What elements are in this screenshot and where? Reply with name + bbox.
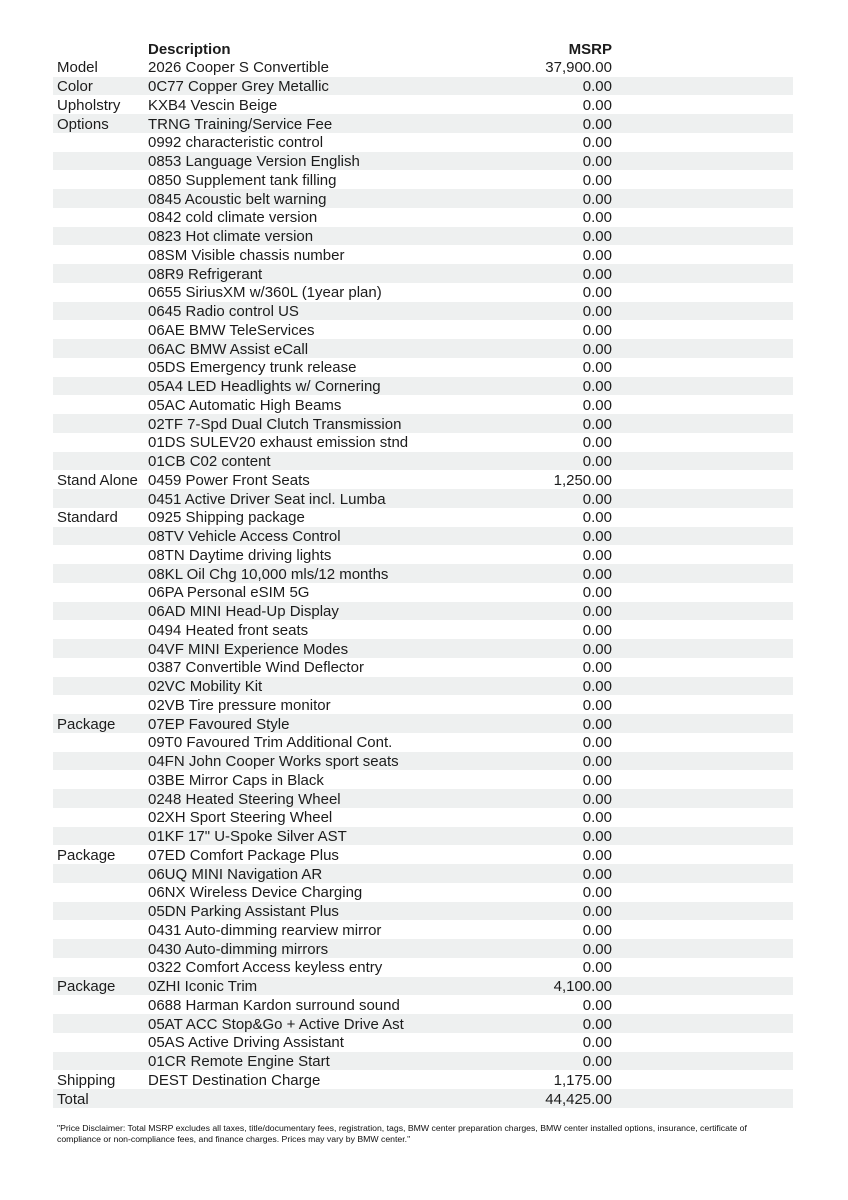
row-msrp: 0.00 xyxy=(582,584,612,602)
row-msrp: 0.00 xyxy=(582,659,612,677)
row-msrp: 0.00 xyxy=(582,621,612,639)
row-msrp: 0.00 xyxy=(582,753,612,770)
row-msrp: 0.00 xyxy=(582,828,612,845)
row-description: 05A4 LED Headlights w/ Cornering xyxy=(148,378,381,395)
table-row xyxy=(53,845,793,864)
row-category: Package xyxy=(57,715,116,733)
table-row xyxy=(53,658,793,677)
row-description: 06PA Personal eSIM 5G xyxy=(148,584,310,602)
table-row xyxy=(53,939,793,958)
table-row xyxy=(53,920,793,939)
row-description: 04FN John Cooper Works sport seats xyxy=(148,753,399,770)
row-msrp: 0.00 xyxy=(582,396,612,414)
row-msrp: 0.00 xyxy=(582,996,612,1014)
row-msrp: 0.00 xyxy=(582,78,612,95)
table-row xyxy=(53,677,793,696)
table-row xyxy=(53,320,793,339)
table-row xyxy=(53,452,793,471)
table-row xyxy=(53,189,793,208)
table-row xyxy=(53,133,793,152)
row-description: 0431 Auto-dimming rearview mirror xyxy=(148,921,382,939)
row-description: 0ZHI Iconic Trim xyxy=(148,978,258,995)
row-category: Total xyxy=(57,1090,89,1108)
row-description: 0655 SiriusXM w/360L (1year plan) xyxy=(148,284,382,302)
row-description: 0845 Acoustic belt warning xyxy=(148,190,327,208)
table-row xyxy=(53,564,793,583)
table-row xyxy=(53,770,793,789)
row-description: 05AT ACC Stop&Go + Active Drive Ast xyxy=(148,1015,404,1033)
table-row xyxy=(53,302,793,321)
table-row xyxy=(53,377,793,396)
row-msrp: 0.00 xyxy=(582,903,612,920)
row-msrp: 0.00 xyxy=(582,1034,612,1052)
row-description: 0925 Shipping package xyxy=(148,509,305,527)
row-msrp: 0.00 xyxy=(582,884,612,902)
table-row xyxy=(53,508,793,527)
row-description: 09T0 Favoured Trim Additional Cont. xyxy=(148,734,393,752)
row-msrp: 0.00 xyxy=(582,790,612,808)
row-msrp: 0.00 xyxy=(582,190,612,208)
row-description: 01KF 17" U-Spoke Silver AST xyxy=(148,828,347,845)
row-description: 01CR Remote Engine Start xyxy=(148,1053,330,1070)
row-category: Color xyxy=(57,78,93,95)
table-row xyxy=(53,264,793,283)
table-row xyxy=(53,864,793,883)
table-row xyxy=(53,995,793,1014)
row-description: 0C77 Copper Grey Metallic xyxy=(148,78,329,95)
table-row xyxy=(53,958,793,977)
row-description: 03BE Mirror Caps in Black xyxy=(148,771,324,789)
row-description: 02VC Mobility Kit xyxy=(148,678,263,695)
row-description: KXB4 Vescin Beige xyxy=(148,96,278,114)
table-row xyxy=(53,114,793,133)
table-row xyxy=(53,1089,793,1108)
pricing-table xyxy=(53,39,793,1108)
table-row xyxy=(53,1052,793,1071)
row-description: 01CB C02 content xyxy=(148,453,271,470)
table-row xyxy=(53,808,793,827)
row-msrp: 0.00 xyxy=(582,940,612,958)
table-row xyxy=(53,170,793,189)
table-row xyxy=(53,695,793,714)
row-msrp: 0.00 xyxy=(582,509,612,527)
row-msrp: 0.00 xyxy=(582,846,612,864)
row-msrp: 0.00 xyxy=(582,303,612,320)
row-category: Package xyxy=(57,978,116,995)
row-msrp: 4,100.00 xyxy=(553,978,612,995)
row-msrp: 0.00 xyxy=(582,453,612,470)
table-row xyxy=(53,827,793,846)
table-row xyxy=(53,977,793,996)
row-description: 0494 Heated front seats xyxy=(148,621,309,639)
row-description: 02VB Tire pressure monitor xyxy=(148,696,331,714)
row-description: 06UQ MINI Navigation AR xyxy=(148,865,323,883)
row-msrp: 0.00 xyxy=(582,771,612,789)
row-description: 05AS Active Driving Assistant xyxy=(148,1034,344,1052)
row-description: 05DN Parking Assistant Plus xyxy=(148,903,339,920)
row-description: 08SM Visible chassis number xyxy=(148,246,345,264)
row-msrp: 0.00 xyxy=(582,715,612,733)
row-msrp: 0.00 xyxy=(582,115,612,133)
row-msrp: 0.00 xyxy=(582,865,612,883)
row-msrp: 0.00 xyxy=(582,546,612,564)
row-msrp: 0.00 xyxy=(582,246,612,264)
row-category: Stand Alone xyxy=(57,471,138,489)
row-category: Shipping xyxy=(57,1071,116,1089)
row-category: Standard xyxy=(57,509,118,527)
row-msrp: 0.00 xyxy=(582,1015,612,1033)
table-row xyxy=(53,1070,793,1089)
table-row xyxy=(53,902,793,921)
table-row xyxy=(53,789,793,808)
row-msrp: 0.00 xyxy=(582,678,612,695)
row-msrp: 0.00 xyxy=(582,490,612,508)
header-msrp-label: MSRP xyxy=(568,40,612,58)
row-description: 06NX Wireless Device Charging xyxy=(148,884,363,902)
row-description: 07ED Comfort Package Plus xyxy=(148,846,339,864)
table-row xyxy=(53,639,793,658)
table-row xyxy=(53,489,793,508)
row-description: 0322 Comfort Access keyless entry xyxy=(148,959,383,977)
row-description: 08KL Oil Chg 10,000 mls/12 months xyxy=(148,565,389,583)
row-description: TRNG Training/Service Fee xyxy=(148,115,333,133)
row-description: 0248 Heated Steering Wheel xyxy=(148,790,341,808)
table-row xyxy=(53,208,793,227)
row-msrp: 37,900.00 xyxy=(545,59,612,77)
row-description: 06AC BMW Assist eCall xyxy=(148,340,309,358)
table-row xyxy=(53,339,793,358)
row-category: Options xyxy=(57,115,109,133)
row-description: 0451 Active Driver Seat incl. Lumba xyxy=(148,490,386,508)
row-description: 06AD MINI Head-Up Display xyxy=(148,603,339,620)
row-msrp: 1,250.00 xyxy=(553,471,612,489)
row-description: 01DS SULEV20 exhaust emission stnd xyxy=(148,434,409,452)
row-description: 06AE BMW TeleServices xyxy=(148,321,315,339)
row-description: 0645 Radio control US xyxy=(148,303,299,320)
row-msrp: 0.00 xyxy=(582,640,612,658)
row-msrp: 0.00 xyxy=(582,265,612,283)
row-description: 0992 characteristic control xyxy=(148,134,324,152)
row-msrp: 0.00 xyxy=(582,696,612,714)
table-row xyxy=(53,620,793,639)
row-description: 0688 Harman Kardon surround sound xyxy=(148,996,400,1014)
row-description: 05AC Automatic High Beams xyxy=(148,396,342,414)
row-description: 08R9 Refrigerant xyxy=(148,265,263,283)
row-description: 0387 Convertible Wind Deflector xyxy=(148,659,364,677)
row-msrp: 0.00 xyxy=(582,171,612,189)
table-row xyxy=(53,152,793,171)
row-msrp: 0.00 xyxy=(582,228,612,245)
row-description: 02XH Sport Steering Wheel xyxy=(148,809,333,827)
table-row xyxy=(53,470,793,489)
table-row xyxy=(53,433,793,452)
table-row xyxy=(53,752,793,771)
price-disclaimer-text: "Price Disclaimer: Total MSRP excludes all taxes, title/documentary fees, registration, tags, BMW center preparation charges, BMW center installed options, insurance, certificate of compliance or non-compliance fees, and finance charges. Prices may vary by BMW center." xyxy=(57,1123,747,1145)
pricing-table-body xyxy=(53,58,793,1108)
table-row xyxy=(53,714,793,733)
row-msrp: 0.00 xyxy=(582,134,612,152)
table-row xyxy=(53,545,793,564)
table-row xyxy=(53,1014,793,1033)
row-msrp: 0.00 xyxy=(582,209,612,227)
row-category: Package xyxy=(57,846,116,864)
row-msrp: 0.00 xyxy=(582,153,612,170)
row-description: 0823 Hot climate version xyxy=(148,228,314,245)
row-msrp: 0.00 xyxy=(582,959,612,977)
table-row xyxy=(53,245,793,264)
table-row xyxy=(53,527,793,546)
row-msrp: 0.00 xyxy=(582,284,612,302)
row-description: DEST Destination Charge xyxy=(148,1071,321,1089)
row-msrp: 0.00 xyxy=(582,321,612,339)
row-description: 02TF 7-Spd Dual Clutch Transmission xyxy=(148,415,402,433)
row-msrp: 0.00 xyxy=(582,809,612,827)
row-msrp: 0.00 xyxy=(582,415,612,433)
row-category: Upholstry xyxy=(57,96,121,114)
row-category: Model xyxy=(57,59,98,77)
table-row xyxy=(53,733,793,752)
row-description: 05DS Emergency trunk release xyxy=(148,359,357,377)
row-msrp: 0.00 xyxy=(582,359,612,377)
table-row xyxy=(53,227,793,246)
table-row xyxy=(53,358,793,377)
row-msrp: 0.00 xyxy=(582,528,612,545)
row-msrp: 44,425.00 xyxy=(545,1090,612,1108)
row-description: 0850 Supplement tank filling xyxy=(148,171,337,189)
table-row xyxy=(53,414,793,433)
table-row xyxy=(53,77,793,96)
row-msrp: 0.00 xyxy=(582,340,612,358)
table-row xyxy=(53,1033,793,1052)
row-msrp: 0.00 xyxy=(582,434,612,452)
row-msrp: 0.00 xyxy=(582,603,612,620)
row-description: 04VF MINI Experience Modes xyxy=(148,640,349,658)
table-row xyxy=(53,395,793,414)
row-msrp: 1,175.00 xyxy=(553,1071,612,1089)
row-description: 2026 Cooper S Convertible xyxy=(148,59,329,77)
row-description: 0459 Power Front Seats xyxy=(148,471,310,489)
row-msrp: 0.00 xyxy=(582,734,612,752)
table-header-row xyxy=(53,39,793,58)
table-row xyxy=(53,283,793,302)
row-description: 08TV Vehicle Access Control xyxy=(148,528,341,545)
table-row xyxy=(53,583,793,602)
row-msrp: 0.00 xyxy=(582,1053,612,1070)
table-row xyxy=(53,58,793,77)
table-row xyxy=(53,883,793,902)
row-description: 0853 Language Version English xyxy=(148,153,360,170)
row-description: 07EP Favoured Style xyxy=(148,715,290,733)
table-row xyxy=(53,602,793,621)
row-msrp: 0.00 xyxy=(582,565,612,583)
row-msrp: 0.00 xyxy=(582,921,612,939)
row-description: 0430 Auto-dimming mirrors xyxy=(148,940,329,958)
header-description-label: Description xyxy=(148,40,231,58)
row-msrp: 0.00 xyxy=(582,378,612,395)
row-description: 08TN Daytime driving lights xyxy=(148,546,332,564)
row-msrp: 0.00 xyxy=(582,96,612,114)
row-description: 0842 cold climate version xyxy=(148,209,318,227)
table-row xyxy=(53,95,793,114)
